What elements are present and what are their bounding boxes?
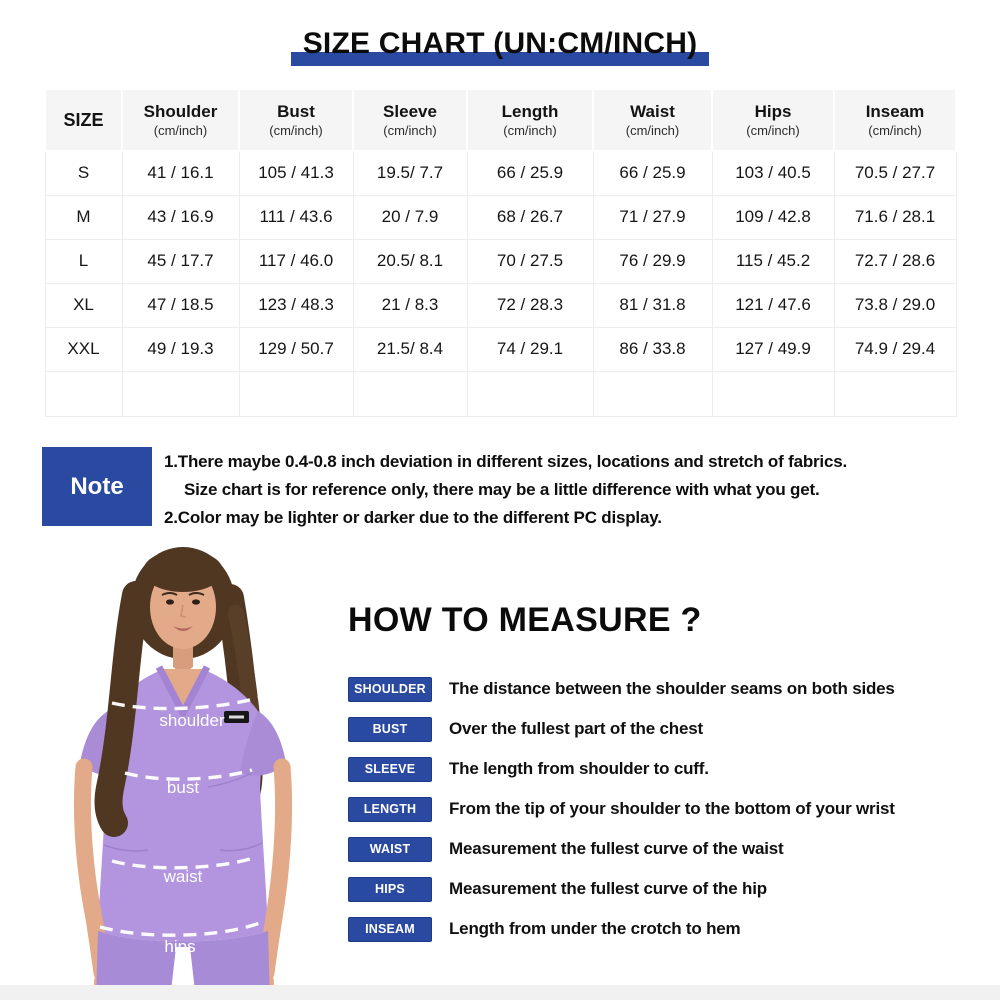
table-cell: 20 / 7.9 xyxy=(353,195,467,239)
size-chart-table xyxy=(44,88,957,417)
table-cell: 121 / 47.6 xyxy=(712,283,834,327)
table-cell: 70 / 27.5 xyxy=(467,239,593,283)
measure-row-inseam xyxy=(348,916,970,942)
waist-label: waist xyxy=(163,867,203,886)
model-illustration xyxy=(40,543,330,1000)
table-cell: 103 / 40.5 xyxy=(712,151,834,195)
table-cell: 68 / 26.7 xyxy=(467,195,593,239)
sleeve-tag: SLEEVE xyxy=(348,757,432,782)
sleeve-description: The length from shoulder to cuff. xyxy=(449,759,709,778)
table-row-xl xyxy=(45,283,956,327)
column-header-shoulder: Shoulder (cm/inch) xyxy=(122,89,239,151)
table-cell: 74 / 29.1 xyxy=(467,327,593,371)
photo-bottom-strip xyxy=(0,985,1000,1000)
table-cell: 66 / 25.9 xyxy=(593,151,712,195)
measure-row-waist xyxy=(348,836,970,862)
table-cell xyxy=(593,371,712,416)
length-tag: LENGTH xyxy=(348,797,432,822)
table-cell: 127 / 49.9 xyxy=(712,327,834,371)
table-cell xyxy=(467,371,593,416)
title-block xyxy=(0,24,1000,64)
table-cell: 19.5/ 7.7 xyxy=(353,151,467,195)
table-cell: 76 / 29.9 xyxy=(593,239,712,283)
table-cell: 72.7 / 28.6 xyxy=(834,239,956,283)
shoulder-description: The distance between the shoulder seams on both sides xyxy=(449,679,895,698)
table-cell: 71.6 / 28.1 xyxy=(834,195,956,239)
how-to-measure-title: HOW TO MEASURE ? xyxy=(348,601,702,639)
shoulder-label: shoulder xyxy=(159,711,225,730)
table-cell: 43 / 16.9 xyxy=(122,195,239,239)
note-line-1: 1.There maybe 0.4-0.8 inch deviation in different sizes, locations and stretch of fabrics. xyxy=(164,452,847,471)
hips-tag: HIPS xyxy=(348,877,432,902)
hips-description: Measurement the fullest curve of the hip xyxy=(449,879,767,898)
row-size-label: S xyxy=(45,151,122,195)
table-cell: 74.9 / 29.4 xyxy=(834,327,956,371)
table-cell: 70.5 / 27.7 xyxy=(834,151,956,195)
table-cell xyxy=(834,371,956,416)
note-label-box xyxy=(42,447,152,526)
table-cell: 81 / 31.8 xyxy=(593,283,712,327)
column-header-waist: Waist (cm/inch) xyxy=(593,89,712,151)
table-cell: 49 / 19.3 xyxy=(122,327,239,371)
row-size-label: XL xyxy=(45,283,122,327)
table-cell: 105 / 41.3 xyxy=(239,151,353,195)
note-label: Note xyxy=(70,472,124,500)
model-photo xyxy=(40,543,330,1000)
table-cell xyxy=(239,371,353,416)
shoulder-tag: SHOULDER xyxy=(348,677,432,702)
table-cell xyxy=(122,371,239,416)
table-cell: 20.5/ 8.1 xyxy=(353,239,467,283)
table-cell: 72 / 28.3 xyxy=(467,283,593,327)
bust-label: bust xyxy=(166,778,200,797)
table-cell: 21 / 8.3 xyxy=(353,283,467,327)
table-cell xyxy=(353,371,467,416)
table-cell: 129 / 50.7 xyxy=(239,327,353,371)
hips-label: hips xyxy=(164,937,196,956)
note-section xyxy=(42,447,964,532)
table-row-s xyxy=(45,151,956,195)
measure-row-bust xyxy=(348,716,970,742)
row-size-label: M xyxy=(45,195,122,239)
table-cell: 71 / 27.9 xyxy=(593,195,712,239)
length-description: From the tip of your shoulder to the bottom of your wrist xyxy=(449,799,895,818)
how-to-measure-section xyxy=(348,596,970,956)
note-line-3: 2.Color may be lighter or darker due to the different PC display. xyxy=(164,508,662,527)
table-cell: 73.8 / 29.0 xyxy=(834,283,956,327)
measure-row-hips xyxy=(348,876,970,902)
bust-tag: BUST xyxy=(348,717,432,742)
inseam-tag: INSEAM xyxy=(348,917,432,942)
brand-tag xyxy=(224,711,249,723)
waist-tag: WAIST xyxy=(348,837,432,862)
column-header-size: SIZE xyxy=(45,89,122,151)
measure-row-sleeve xyxy=(348,756,970,782)
table-cell: 123 / 48.3 xyxy=(239,283,353,327)
column-header-bust: Bust (cm/inch) xyxy=(239,89,353,151)
table-cell: 109 / 42.8 xyxy=(712,195,834,239)
table-cell: 111 / 43.6 xyxy=(239,195,353,239)
page-title: SIZE CHART (UN:CM/INCH) xyxy=(302,27,698,60)
table-row-l xyxy=(45,239,956,283)
table-header-row xyxy=(45,89,956,151)
table-cell: 45 / 17.7 xyxy=(122,239,239,283)
column-header-hips: Hips (cm/inch) xyxy=(712,89,834,151)
row-size-label xyxy=(45,371,122,416)
table-row-empty xyxy=(45,371,956,416)
table-cell: 117 / 46.0 xyxy=(239,239,353,283)
table-row-xxl xyxy=(45,327,956,371)
table-cell: 41 / 16.1 xyxy=(122,151,239,195)
table-cell: 66 / 25.9 xyxy=(467,151,593,195)
column-header-length: Length (cm/inch) xyxy=(467,89,593,151)
column-header-inseam: Inseam (cm/inch) xyxy=(834,89,956,151)
table-cell: 115 / 45.2 xyxy=(712,239,834,283)
table-cell: 86 / 33.8 xyxy=(593,327,712,371)
inseam-description: Length from under the crotch to hem xyxy=(449,919,741,938)
table-cell xyxy=(712,371,834,416)
bust-description: Over the fullest part of the chest xyxy=(449,719,703,738)
measure-row-shoulder xyxy=(348,676,970,702)
row-size-label: L xyxy=(45,239,122,283)
note-text xyxy=(164,447,964,532)
waist-description: Measurement the fullest curve of the waist xyxy=(449,839,784,858)
measure-row-length xyxy=(348,796,970,822)
table-cell: 21.5/ 8.4 xyxy=(353,327,467,371)
row-size-label: XXL xyxy=(45,327,122,371)
column-header-sleeve: Sleeve (cm/inch) xyxy=(353,89,467,151)
table-cell: 47 / 18.5 xyxy=(122,283,239,327)
table-row-m xyxy=(45,195,956,239)
note-line-2: Size chart is for reference only, there may be a little difference with what you get. xyxy=(184,480,820,499)
